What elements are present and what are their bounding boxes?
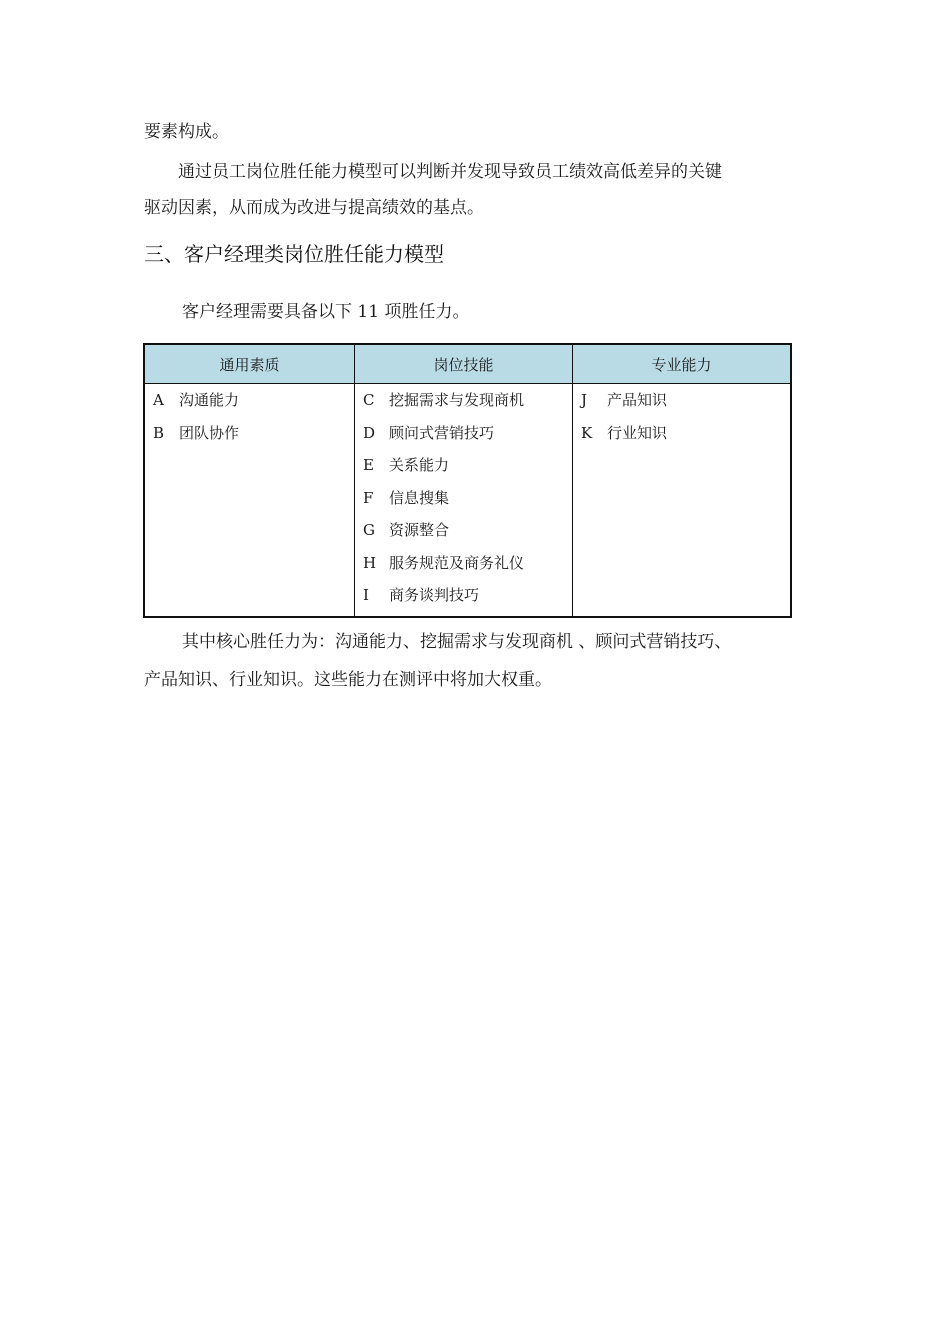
column-professional-ability bbox=[573, 384, 792, 617]
paragraph-model-line2: 驱动因素，从而成为改进与提高绩效的基点。 bbox=[144, 198, 484, 218]
paragraph-model-line1: 通过员工岗位胜任能力模型可以判断并发现导致员工绩效高低差异的关键 bbox=[178, 162, 722, 182]
item-letter: K bbox=[581, 423, 593, 442]
item-letter: J bbox=[581, 391, 588, 409]
table-header-row bbox=[144, 344, 791, 384]
list-general-quality bbox=[153, 384, 346, 453]
table-body-row bbox=[144, 384, 791, 617]
list-item bbox=[363, 514, 564, 547]
item-label: 产品知识 bbox=[607, 391, 668, 409]
list-item bbox=[153, 417, 346, 450]
list-item bbox=[581, 384, 782, 417]
item-letter: B bbox=[153, 423, 165, 442]
list-item bbox=[363, 579, 564, 612]
paragraph-core-line2: 产品知识、行业知识。这些能力在测评中将加大权重。 bbox=[144, 670, 552, 690]
item-label: 关系能力 bbox=[389, 456, 450, 474]
list-item bbox=[363, 384, 564, 417]
item-label: 团队协作 bbox=[179, 423, 240, 442]
section-heading: 三、客户经理类岗位胜任能力模型 bbox=[144, 242, 444, 266]
header-job-skills: 岗位技能 bbox=[355, 344, 573, 384]
item-label: 信息搜集 bbox=[389, 488, 450, 507]
item-letter: F bbox=[363, 488, 374, 507]
item-letter: H bbox=[363, 553, 377, 572]
list-item bbox=[363, 482, 564, 515]
header-professional-ability: 专业能力 bbox=[573, 344, 792, 384]
list-item bbox=[153, 384, 346, 417]
item-letter: G bbox=[363, 521, 375, 539]
item-letter: C bbox=[363, 391, 375, 409]
paragraph-intro: 客户经理需要具备以下 11 项胜任力。 bbox=[182, 302, 470, 322]
item-letter: A bbox=[153, 391, 164, 409]
list-item bbox=[363, 449, 564, 482]
column-job-skills bbox=[355, 384, 573, 617]
list-item bbox=[363, 417, 564, 450]
item-label: 资源整合 bbox=[389, 521, 450, 539]
paragraph-ending: 要素构成。 bbox=[144, 122, 229, 142]
competency-table bbox=[143, 343, 792, 618]
header-general-quality: 通用素质 bbox=[144, 344, 355, 384]
item-letter: E bbox=[363, 456, 374, 474]
item-label: 服务规范及商务礼仪 bbox=[389, 553, 525, 572]
item-label: 沟通能力 bbox=[179, 391, 240, 409]
list-job-skills bbox=[363, 384, 564, 616]
item-letter: D bbox=[363, 423, 376, 442]
item-label: 顾问式营销技巧 bbox=[389, 423, 495, 442]
item-label: 商务谈判技巧 bbox=[389, 586, 480, 604]
item-label: 行业知识 bbox=[607, 423, 668, 442]
item-label: 挖掘需求与发现商机 bbox=[389, 391, 525, 409]
paragraph-core-line1: 其中核心胜任力为：沟通能力、挖掘需求与发现商机 、顾问式营销技巧、 bbox=[182, 632, 732, 652]
list-item bbox=[363, 547, 564, 580]
list-item bbox=[581, 417, 782, 450]
list-professional-ability bbox=[581, 384, 782, 453]
item-letter: I bbox=[363, 586, 369, 604]
column-general-quality bbox=[144, 384, 355, 617]
